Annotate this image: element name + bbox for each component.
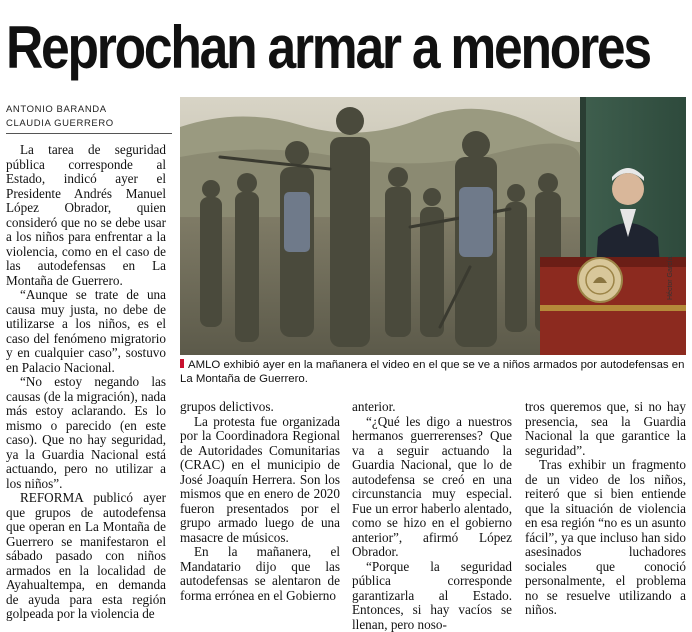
byline-author-1: ANTONIO BARANDA [6,104,176,115]
article-column-3 [352,400,512,605]
article-column-2 [180,400,340,605]
caption-marker [180,359,184,368]
paragraph: REFORMA publicó ayer que grupos de autodefensa que operan en La Montaña de Guerrero se manifestaron el sábado pasado con niños armados en la localidad de Ayahualtempa, en demanda de ayuda para esta región golpeada por la violencia de [6,491,166,622]
paragraph: La protesta fue organizada por la Coordinadora Regional de Autoridades Comunitarias (CRAC) en el municipio de José Joaquín Herrera. Son los mismos que en enero de 2020 fueron presentados por el grupo armado luego de una masacre de músicos. [180,415,340,546]
photo-credit: Héctor García [667,248,674,300]
headline: Reprochan armar a menores [6,6,594,90]
article-column-1 [6,143,166,605]
paragraph: Tras exhibir un fragmento de un video de los niños, reiteró que si bien entiende que la situación de violencia en esa región “no es un asunto fácil”, ya que incluso han sido asesinados luchadores sociales que conoció personalmente, el problema no se resuelve utilizando a niños. [525,458,686,618]
paragraph: La tarea de seguridad pública corresponde al Estado, indicó ayer el Presidente Andrés Manuel López Obrador, quien consideró que no se debe usar a los niños para enfrentar a la violencia, como en el caso de las autodefensas en La Montaña de Guerrero. [6,143,166,288]
news-photo [180,97,686,355]
photo-caption-text: AMLO exhibió ayer en la mañanera el video en el que se ve a niños armados por autodefensas en La Montaña de Guerrero. [180,359,684,385]
paragraph-continued: grupos delictivos. [180,400,340,415]
paragraph-continued: anterior. [352,400,512,415]
paragraph: “Porque la seguridad pública corresponde garantizarla al Estado. Entonces, si hay vacíos se llenan, pero noso- [352,560,512,632]
paragraph: “¿Qué les digo a nuestros hermanos guerrerenses? Que va a seguir actuando la Guardia Nacional, que lo de autodefensa se creó en una circunstancia muy especial. Fue un error haberlo alentado, como se hizo en el gobierno anterior”, afirmó López Obrador. [352,415,512,560]
byline-rule [6,133,172,134]
paragraph-continued: tros queremos que, si no hay presencia, sea la Guardia Nacional la que garantice la seguridad”. [525,400,686,458]
article-column-4 [525,400,686,605]
photo-illustration [180,97,686,355]
byline-author-2: CLAUDIA GUERRERO [6,118,176,129]
photo-caption [180,358,686,386]
paragraph: “Aunque se trate de una causa muy justa, no debe de utilizarse a los niños, es el caso del fenómeno migratorio y en cualquier caso”, sostuvo en Palacio Nacional. [6,288,166,375]
paragraph: “No estoy negando las causas (de la migración), nada más estoy aclarando. Es lo mismo o parecido (en este caso). Que no hay seguridad, ya la Guardia Nacional está actuando, pero no utilizar a los niños”. [6,375,166,491]
paragraph: En la mañanera, el Mandatario dijo que las autodefensas se alentaron de forma errónea en el Gobierno [180,545,340,603]
